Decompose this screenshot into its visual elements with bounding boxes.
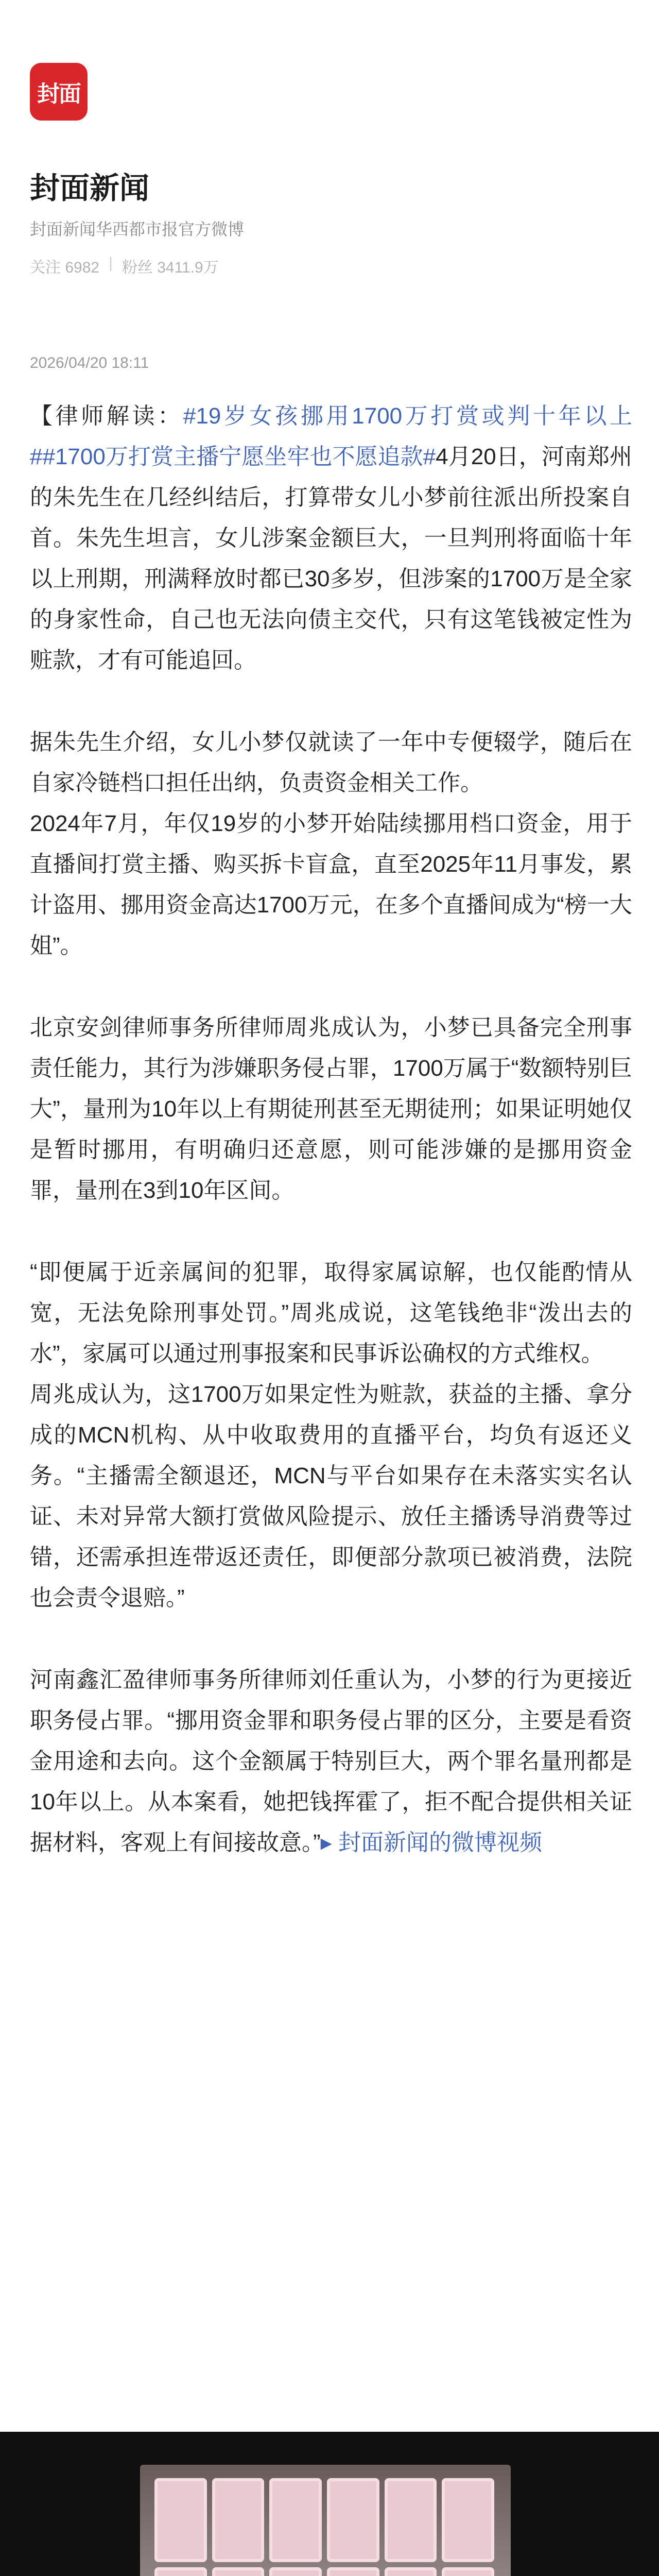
follow-count[interactable]: 关注 6982 [30,259,100,276]
card-pack-grid [154,2478,494,2576]
card-pack [442,2478,494,2562]
article-paragraph-1 [30,396,632,681]
card-pack [269,2567,322,2576]
card-pack [212,2567,265,2576]
stats-separator: | [109,255,113,272]
article-paragraph-5: “即便属于近亲属间的犯罪，取得家属谅解，也仅能酌情从宽，无法免除刑事处罚。”周兆成说，这笔钱绝非“泼出去的水”，家属可以通过刑事报案和民事诉讼确权的方式维权。 [30,1260,632,1366]
card-pack [327,2478,379,2562]
card-pack [212,2478,265,2562]
paragraph-1-body: 4月20日，河南郑州的朱先生在几经纠结后，打算带女儿小梦前往派出所投案自首。朱先生坦言，女儿涉案金额巨大，一旦判刑将面临十年以上刑期，刑满释放时都已30多岁，但涉案的1700万是全家的身家性命，自己也无法向债主交代，只有这笔钱被定性为赃款，才有可能追回。 [30,444,632,673]
topic-tag-2[interactable]: #1700万打赏主播宁愿坐牢也不愿追款# [42,444,436,469]
article-paragraph-4: 北京安剑律师事务所律师周兆成认为，小梦已具备完全刑事责任能力，其行为涉嫌职务侵占罪，1700万属于“数额特别巨大”，量刑为10年以上有期徒刑甚至无期徒刑；如果证明她仅是暂时挪用，有明确归还意愿，则可能涉嫌的是挪用资金罪，量刑在3到10年区间。 [30,1015,632,1203]
article-paragraph-7 [30,1659,632,1863]
account-description: 封面新闻华西都市报官方微博 [30,220,245,239]
embedded-video[interactable] [0,2432,659,2576]
account-stats [30,255,219,277]
video-link[interactable] [321,1830,542,1855]
account-logo[interactable]: 封面 [30,63,88,121]
card-pack [385,2567,437,2576]
card-pack [154,2478,207,2562]
video-link-label: 封面新闻的微博视频 [338,1830,542,1855]
card-pack [327,2567,379,2576]
lawyer-prefix: 【律师解读： [30,403,183,429]
paragraph-7-body: 河南鑫汇盈律师事务所律师刘任重认为，小梦的行为更接近职务侵占罪。“挪用资金罪和职务侵占罪的区分，主要是看资金用途和去向。这个金额属于特别巨大，两个罪名量刑都是10年以上。从本案看，她把钱挥霍了，拒不配合提供相关证据材料，客观上有间接故意。” [30,1667,632,1855]
post-time: 2026/04/20 18:11 [30,354,149,371]
card-pack [154,2567,207,2576]
article-paragraph-6: 周兆成认为，这1700万如果定性为赃款，获益的主播、拿分成的MCN机构、从中收取费用的直播平台，均负有返还义务。“主播需全额退还，MCN与平台如果存在未落实实名认证、未对异常大额打赏做风险提示、放任主播诱导消费等过错，还需承担连带返还责任，即便部分款项已被消费，法院也会责令退赔。” [30,1382,632,1611]
fans-count[interactable]: 粉丝 3411.9万 [122,259,219,276]
account-name[interactable]: 封面新闻 [30,172,150,205]
play-icon: ▸ [320,1830,338,1855]
card-pack [385,2478,437,2562]
topic-tag-1[interactable]: #19岁女孩挪用1700万打赏或判十年以上# [30,403,633,469]
article-paragraph-3: 2024年7月，年仅19岁的小梦开始陆续挪用档口资金，用于直播间打赏主播、购买拆卡盲盒，直至2025年11月事发，累计盗用、挪用资金高达1700万元，在多个直播间成为“榜一大姐”。 [30,811,632,958]
article-body [30,396,632,1863]
card-pack [442,2567,494,2576]
card-pack [269,2478,322,2562]
article-paragraph-2: 据朱先生介绍，女儿小梦仅就读了一年中专便辍学，随后在自家冷链档口担任出纳，负责资金相关工作。 [30,730,632,795]
